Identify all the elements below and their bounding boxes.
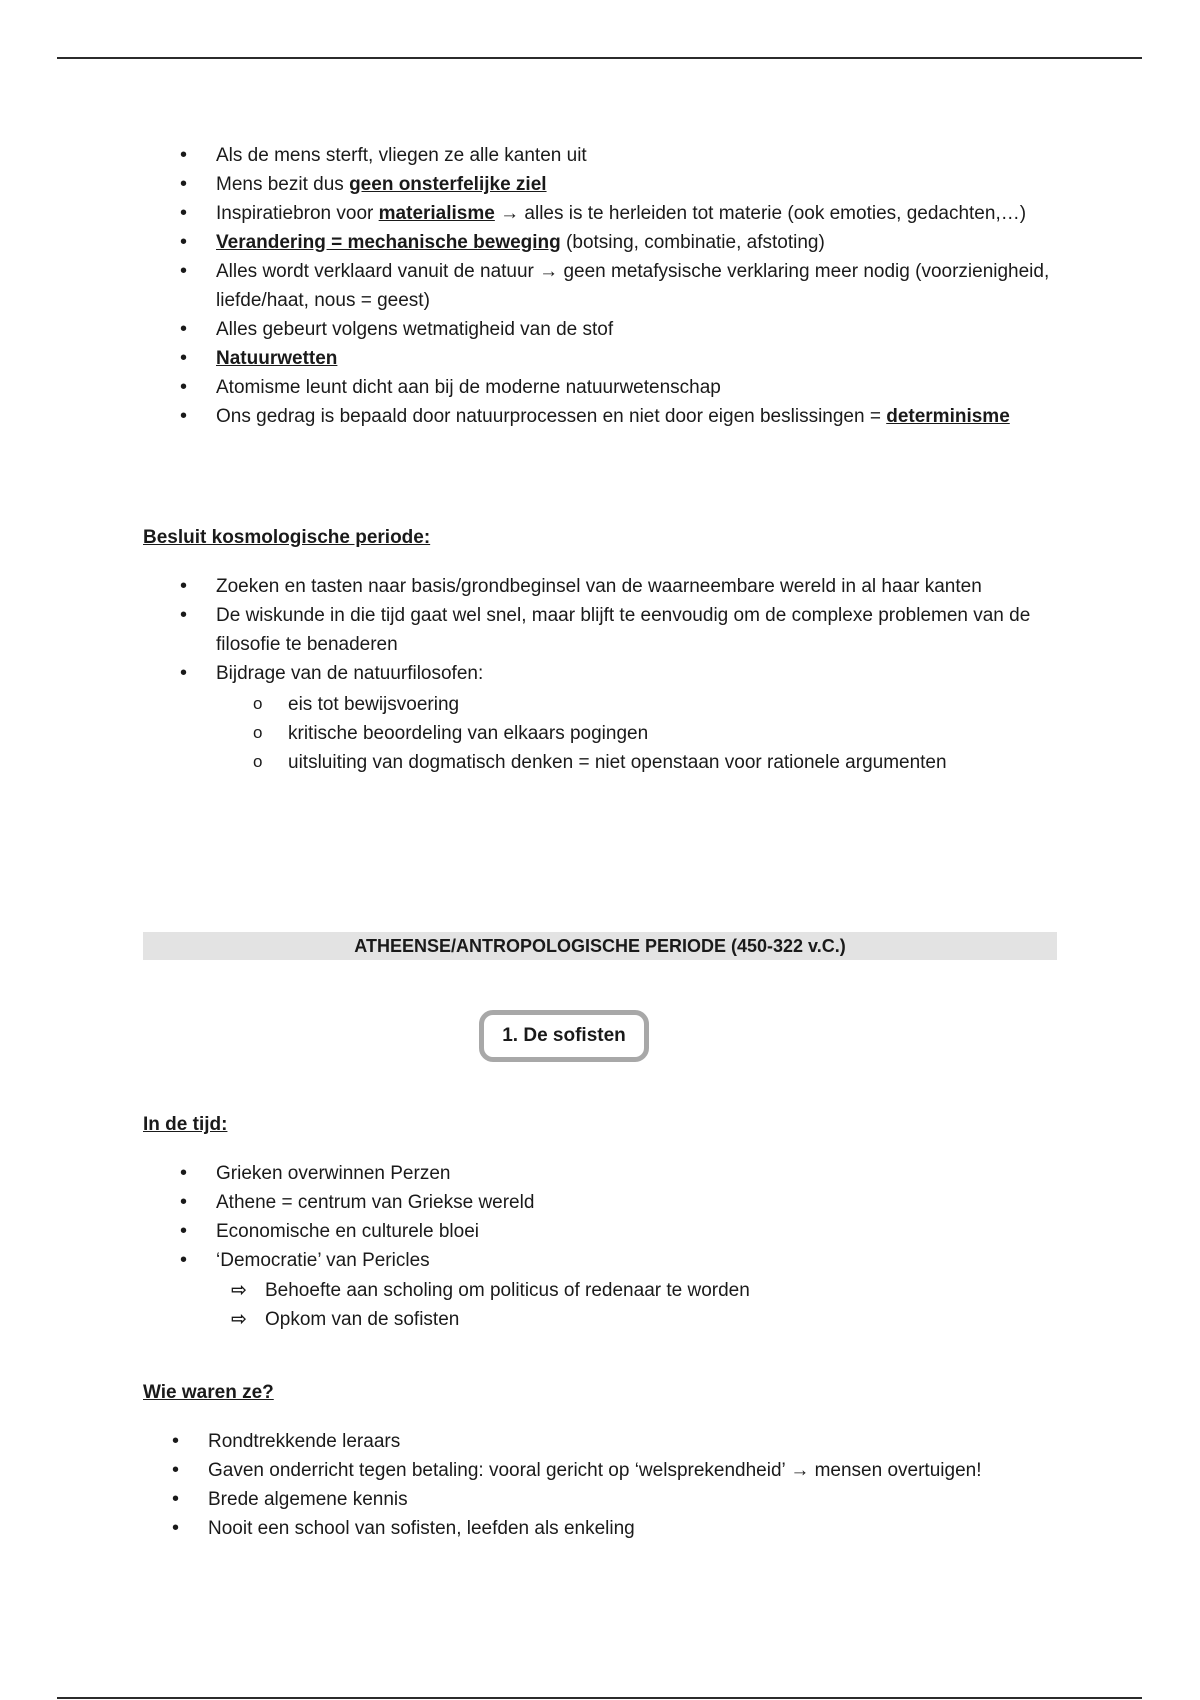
list-item: • Verandering = mechanische beweging (botsing, combinatie, afstoting)	[216, 228, 1076, 257]
list-item: • Mens bezit dus geen onsterfelijke ziel	[216, 170, 1076, 199]
section-title-box: 1. De sofisten	[479, 1010, 649, 1062]
list-item: • Als de mens sterft, vliegen ze alle kanten uit	[216, 141, 1076, 170]
atomism-list	[216, 141, 1076, 431]
section-band: ATHEENSE/ANTROPOLOGISCHE PERIODE (450-322 v.C.)	[143, 932, 1057, 960]
list-item: • Bijdrage van de natuurfilosofen:	[216, 659, 1076, 688]
list-item: • Nooit een school van sofisten, leefden als enkeling	[208, 1514, 1088, 1543]
list-item: • ‘Democratie’ van Pericles	[216, 1246, 1076, 1275]
besluit-list	[216, 572, 1076, 688]
in-de-tijd-heading: In de tijd:	[143, 1114, 228, 1135]
list-item: o eis tot bewijsvoering	[288, 690, 1068, 719]
list-item: • Athene = centrum van Griekse wereld	[216, 1188, 1076, 1217]
list-item: • Grieken overwinnen Perzen	[216, 1159, 1076, 1188]
list-item: • Economische en culturele bloei	[216, 1217, 1076, 1246]
list-item: • Ons gedrag is bepaald door natuurprocessen en niet door eigen beslissingen = determinisme	[216, 402, 1076, 431]
list-item: • De wiskunde in die tijd gaat wel snel, maar blijft te eenvoudig om de complexe problemen van de filosofie te benaderen	[216, 601, 1076, 659]
list-item: ⇨ Behoefte aan scholing om politicus of redenaar te worden	[265, 1276, 1065, 1305]
in-de-tijd-list	[216, 1159, 1076, 1275]
list-item: o uitsluiting van dogmatisch denken = niet openstaan voor rationele argumenten	[288, 748, 1068, 777]
list-item: ⇨ Opkom van de sofisten	[265, 1305, 1065, 1334]
list-item: • Gaven onderricht tegen betaling: vooral gericht op ‘welsprekendheid’ → mensen overtuigen!	[208, 1456, 1088, 1485]
bottom-rule	[57, 1697, 1142, 1699]
top-rule	[57, 57, 1142, 59]
list-item: • Natuurwetten	[216, 344, 1076, 373]
list-item: • Atomisme leunt dicht aan bij de moderne natuurwetenschap	[216, 373, 1076, 402]
list-item: • Alles wordt verklaard vanuit de natuur → geen metafysische verklaring meer nodig (voorzienigheid, liefde/haat, nous = geest)	[216, 257, 1076, 315]
list-item: • Inspiratiebron voor materialisme → alles is te herleiden tot materie (ook emoties, gedachten,…)	[216, 199, 1076, 228]
list-item: • Rondtrekkende leraars	[208, 1427, 1088, 1456]
wie-waren-ze-list	[208, 1427, 1088, 1543]
in-de-tijd-sublist	[265, 1276, 1065, 1334]
besluit-sublist	[288, 690, 1068, 777]
wie-waren-ze-heading: Wie waren ze?	[143, 1382, 274, 1403]
list-item: • Brede algemene kennis	[208, 1485, 1088, 1514]
besluit-heading: Besluit kosmologische periode:	[143, 527, 431, 548]
list-item: • Alles gebeurt volgens wetmatigheid van de stof	[216, 315, 1076, 344]
list-item: o kritische beoordeling van elkaars pogingen	[288, 719, 1068, 748]
list-item: • Zoeken en tasten naar basis/grondbeginsel van de waarneembare wereld in al haar kanten	[216, 572, 1076, 601]
